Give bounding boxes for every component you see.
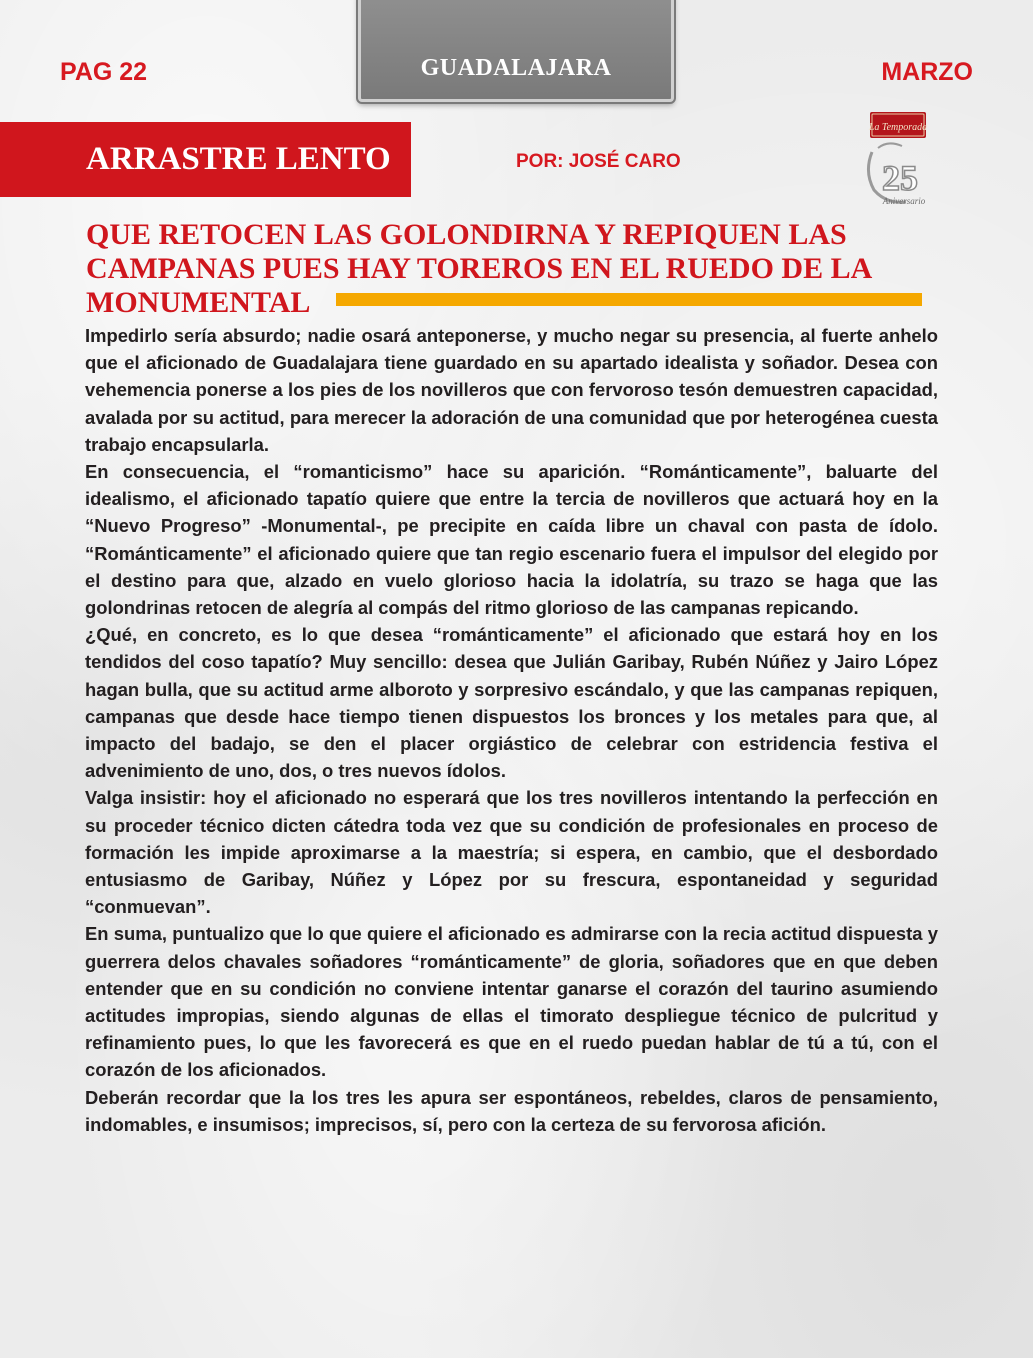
city-tab bbox=[358, 0, 674, 102]
issue-month: MARZO bbox=[881, 58, 973, 86]
anniversary-logo-icon bbox=[858, 108, 938, 208]
logo-number-text: 25 bbox=[882, 158, 918, 198]
article-paragraph: ¿Qué, en concreto, es lo que desea “románticamente” el aficionado que estará hoy en los tendidos del coso tapatío? Muy sencillo: desea que Julián Garibay, Rubén Núñez y Jairo López hagan bulla, que su actitud arme alboroto y sorpresivo escándalo, y que las campanas repiquen, campanas que desde hace tiempo tienen dispuestos los bronces y los metales para que, al impacto del badajo, se den el placer orgiástico de celebrar con estridencia festiva el advenimiento de uno, dos, o tres nuevos ídolos. bbox=[85, 624, 938, 782]
city-label: GUADALAJARA bbox=[420, 55, 612, 81]
article-body bbox=[85, 322, 938, 1138]
logo-caption-text: Aniversario bbox=[882, 196, 926, 206]
logo-brand-text: La Temporada bbox=[868, 122, 928, 133]
article-paragraph: En consecuencia, el “romanticismo” hace su aparición. “Románticamente”, baluarte del idealismo, el aficionado tapatío quiere que entre la tercia de novilleros que actuará hoy en la “Nuevo Progreso” -Monumental-, pe precipite en caída libre un chaval con pasta de ídolo. “Románticamente” el aficionado quiere que tan regio escenario fuera el impulsor del elegido por el destino para que, alzado en vuelo glorioso hacia la idolatría, su trazo se haga que las golondrinas retocen de alegría al compás del ritmo glorioso de las campanas repicando. bbox=[85, 461, 938, 619]
article-headline: QUE RETOCEN LAS GOLONDIRNA Y REPIQUEN LAS CAMPANAS PUES HAY TOREROS EN EL RUEDO DE LA MONUMENTAL bbox=[86, 218, 871, 319]
article-paragraph: En suma, puntualizo que lo que quiere el aficionado es admirarse con la recia actitud dispuesta y guerrera delos chavales soñadores “románticamente” de gloria, soñadores que en que deben entender que en su condición no conviene intentar ganarse el corazón del taurino asumiendo actitudes impropias, siendo algunas de ellas el timorato despliegue técnico de pulcritud y refinamiento pues, lo que les favorecerá es que en el ruedo puedan hablar de tú a tú, con el corazón de los aficionados. bbox=[85, 923, 938, 1081]
section-title: ARRASTRE LENTO bbox=[86, 141, 391, 177]
article-paragraph: Valga insistir: hoy el aficionado no esperará que los tres novilleros intentando la perfección en su proceder técnico dicten cátedra toda vez que su condición de profesionales en proceso de formación les impide aproximarse a la maestría; si espera, en cambio, que el desbordado entusiasmo de Garibay, Núñez y López por su frescura, espontaneidad y seguridad “conmuevan”. bbox=[85, 787, 938, 918]
article-paragraph: Impedirlo sería absurdo; nadie osará anteponerse, y mucho negar su presencia, al fuerte anhelo que el aficionado de Guadalajara tiene guardado en su apartado idealista y soñador. Desea con vehemencia ponerse a los pies de los novilleros que con fervoroso tesón demuestren capacidad, avalada por su actitud, para merecer la adoración de una comunidad que por heterogénea cuesta trabajo encapsularla. bbox=[85, 325, 938, 455]
page-number: PAG 22 bbox=[60, 58, 148, 86]
article-paragraph: Deberán recordar que la los tres les apura ser espontáneos, rebeldes, claros de pensamiento, indomables, e insumisos; imprecisos, sí, pero con la certeza de su fervorosa afición. bbox=[85, 1086, 938, 1135]
headline-accent-line bbox=[336, 293, 922, 306]
byline: POR: JOSÉ CARO bbox=[516, 151, 681, 172]
section-banner bbox=[0, 122, 411, 197]
